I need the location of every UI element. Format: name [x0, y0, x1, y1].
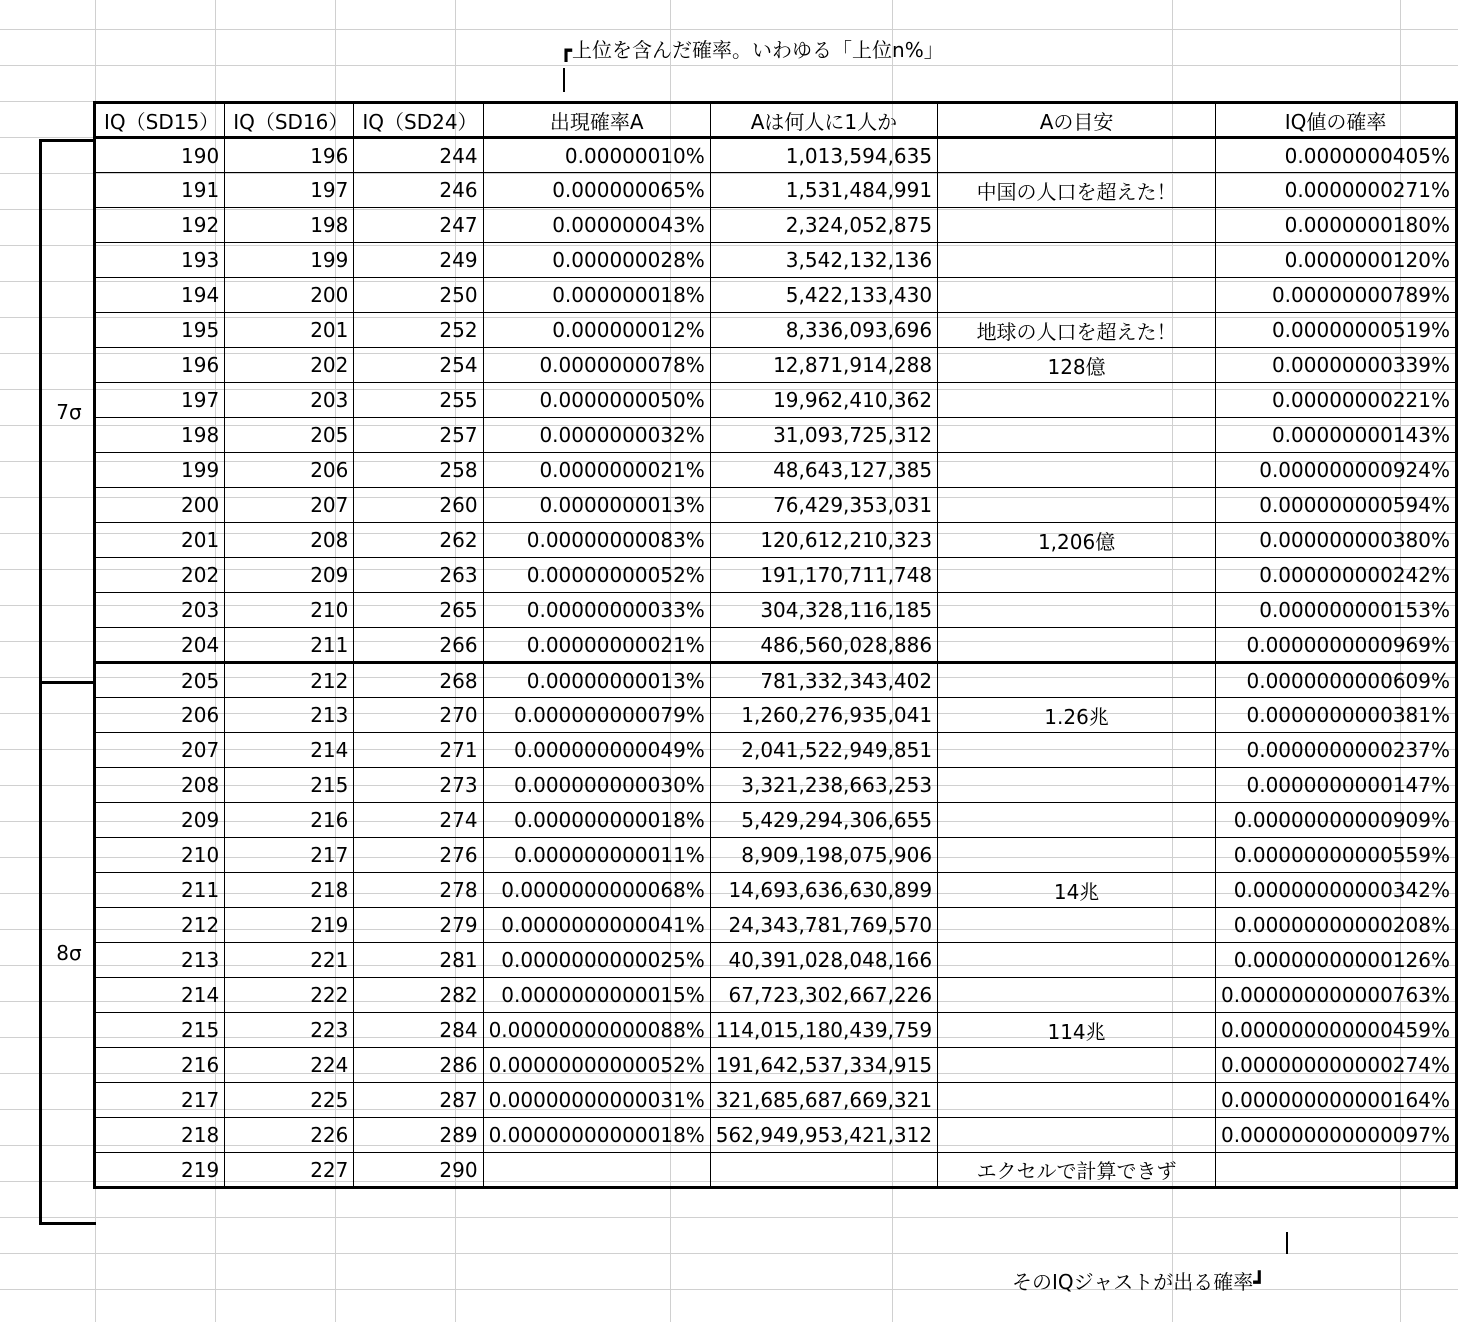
- iq-sd16-cell[interactable]: 209: [225, 558, 354, 593]
- exact-probability-cell[interactable]: 0.00000000519%: [1216, 313, 1457, 348]
- iq-sd24-cell[interactable]: 271: [354, 733, 483, 768]
- guide-cell[interactable]: [938, 978, 1216, 1013]
- probability-a-cell[interactable]: 0.000000000018%: [483, 803, 710, 838]
- one-in-n-cell[interactable]: 5,422,133,430: [710, 278, 937, 313]
- guide-cell[interactable]: 1.26兆: [938, 698, 1216, 733]
- table-row: [95, 1083, 1457, 1118]
- one-in-n-cell[interactable]: 2,324,052,875: [710, 208, 937, 243]
- exact-probability-cell[interactable]: 0.000000000594%: [1216, 488, 1457, 523]
- exact-probability-cell[interactable]: 0.000000000380%: [1216, 523, 1457, 558]
- iq-sd24-cell[interactable]: 287: [354, 1083, 483, 1118]
- exact-probability-cell[interactable]: 0.00000000000559%: [1216, 838, 1457, 873]
- iq-sd15-cell[interactable]: 193: [95, 243, 225, 278]
- exact-probability-cell[interactable]: 0.000000000000164%: [1216, 1083, 1457, 1118]
- iq-sd24-cell[interactable]: 260: [354, 488, 483, 523]
- iq-sd15-cell[interactable]: 205: [95, 663, 225, 698]
- guide-cell[interactable]: [938, 768, 1216, 803]
- exact-probability-cell[interactable]: 0.0000000271%: [1216, 173, 1457, 208]
- probability-a-cell[interactable]: 0.000000000079%: [483, 698, 710, 733]
- table-row: [95, 523, 1457, 558]
- exact-probability-cell[interactable]: 0.00000000789%: [1216, 278, 1457, 313]
- iq-sd24-cell[interactable]: 246: [354, 173, 483, 208]
- iq-sd16-cell[interactable]: 217: [225, 838, 354, 873]
- iq-sd16-cell[interactable]: 197: [225, 173, 354, 208]
- iq-sd16-cell[interactable]: 208: [225, 523, 354, 558]
- iq-sd24-cell[interactable]: 279: [354, 908, 483, 943]
- iq-sd15-cell[interactable]: 207: [95, 733, 225, 768]
- table-row: [95, 278, 1457, 313]
- exact-probability-cell[interactable]: 0.00000000000126%: [1216, 943, 1457, 978]
- iq-sd16-cell[interactable]: 223: [225, 1013, 354, 1048]
- iq-sd24-cell[interactable]: 268: [354, 663, 483, 698]
- iq-sd15-cell[interactable]: 219: [95, 1153, 225, 1188]
- guide-cell[interactable]: [938, 1118, 1216, 1153]
- probability-a-cell[interactable]: 0.0000000000068%: [483, 873, 710, 908]
- iq-sd15-cell[interactable]: 218: [95, 1118, 225, 1153]
- iq-sd15-cell[interactable]: 201: [95, 523, 225, 558]
- iq-sd24-cell[interactable]: 250: [354, 278, 483, 313]
- iq-sd16-cell[interactable]: 216: [225, 803, 354, 838]
- iq-sd16-cell[interactable]: 222: [225, 978, 354, 1013]
- iq-sd15-cell[interactable]: 214: [95, 978, 225, 1013]
- exact-probability-cell[interactable]: 0.000000000242%: [1216, 558, 1457, 593]
- iq-sd24-cell[interactable]: 258: [354, 453, 483, 488]
- iq-sd16-cell[interactable]: 219: [225, 908, 354, 943]
- iq-sd15-cell[interactable]: 206: [95, 698, 225, 733]
- iq-sd15-cell[interactable]: 202: [95, 558, 225, 593]
- header-iq-sd16[interactable]: IQ（SD16）: [225, 103, 354, 138]
- header-one-in-n[interactable]: Aは何人に1人か: [710, 103, 937, 138]
- exact-probability-cell[interactable]: 0.0000000405%: [1216, 138, 1457, 173]
- table-row: [95, 628, 1457, 663]
- iq-sd24-cell[interactable]: 254: [354, 348, 483, 383]
- iq-sd15-cell[interactable]: 210: [95, 838, 225, 873]
- iq-sd15-cell[interactable]: 198: [95, 418, 225, 453]
- one-in-n-cell[interactable]: [710, 1153, 937, 1188]
- table-row: [95, 593, 1457, 628]
- header-iq-sd24[interactable]: IQ（SD24）: [354, 103, 483, 138]
- table-row: [95, 803, 1457, 838]
- one-in-n-cell[interactable]: 321,685,687,669,321: [710, 1083, 937, 1118]
- one-in-n-cell[interactable]: 19,962,410,362: [710, 383, 937, 418]
- probability-a-cell[interactable]: 0.000000000049%: [483, 733, 710, 768]
- probability-a-cell[interactable]: 0.00000000052%: [483, 558, 710, 593]
- guide-cell[interactable]: [938, 208, 1216, 243]
- one-in-n-cell[interactable]: 40,391,028,048,166: [710, 943, 937, 978]
- guide-cell[interactable]: [938, 593, 1216, 628]
- table-row: [95, 383, 1457, 418]
- one-in-n-cell[interactable]: 562,949,953,421,312: [710, 1118, 937, 1153]
- exact-probability-cell[interactable]: 0.00000000339%: [1216, 348, 1457, 383]
- guide-cell[interactable]: 1,206億: [938, 523, 1216, 558]
- iq-sd15-cell[interactable]: 217: [95, 1083, 225, 1118]
- probability-a-cell[interactable]: 0.0000000032%: [483, 418, 710, 453]
- iq-sd24-cell[interactable]: 262: [354, 523, 483, 558]
- iq-sd16-cell[interactable]: 213: [225, 698, 354, 733]
- iq-sd24-cell[interactable]: 255: [354, 383, 483, 418]
- group-label-7-sigma[interactable]: 7σ: [39, 139, 96, 684]
- probability-a-cell[interactable]: 0.00000010%: [483, 138, 710, 173]
- table-row: [95, 138, 1457, 173]
- exact-probability-cell[interactable]: 0.0000000000237%: [1216, 733, 1457, 768]
- iq-sd15-cell[interactable]: 199: [95, 453, 225, 488]
- guide-cell[interactable]: 14兆: [938, 873, 1216, 908]
- iq-sd16-cell[interactable]: 203: [225, 383, 354, 418]
- iq-sd15-cell[interactable]: 196: [95, 348, 225, 383]
- one-in-n-cell[interactable]: 191,642,537,334,915: [710, 1048, 937, 1083]
- probability-a-cell[interactable]: 0.00000000013%: [483, 663, 710, 698]
- iq-sd24-cell[interactable]: 284: [354, 1013, 483, 1048]
- exact-probability-cell[interactable]: 0.0000000120%: [1216, 243, 1457, 278]
- probability-a-cell[interactable]: 0.00000000083%: [483, 523, 710, 558]
- table-row: [95, 348, 1457, 383]
- iq-sd16-cell[interactable]: 225: [225, 1083, 354, 1118]
- probability-a-cell[interactable]: [483, 1153, 710, 1188]
- iq-sd15-cell[interactable]: 208: [95, 768, 225, 803]
- probability-a-cell[interactable]: 0.000000012%: [483, 313, 710, 348]
- iq-sd15-cell[interactable]: 195: [95, 313, 225, 348]
- table-row: [95, 768, 1457, 803]
- iq-sd15-cell[interactable]: 191: [95, 173, 225, 208]
- exact-probability-cell[interactable]: 0.000000000000274%: [1216, 1048, 1457, 1083]
- table-row: [95, 488, 1457, 523]
- iq-sd24-cell[interactable]: 290: [354, 1153, 483, 1188]
- exact-probability-cell[interactable]: 0.00000000000909%: [1216, 803, 1457, 838]
- exact-probability-cell[interactable]: 0.00000000143%: [1216, 418, 1457, 453]
- one-in-n-cell[interactable]: 1,531,484,991: [710, 173, 937, 208]
- iq-sd24-cell[interactable]: 282: [354, 978, 483, 1013]
- iq-sd16-cell[interactable]: 210: [225, 593, 354, 628]
- guide-cell[interactable]: [938, 1083, 1216, 1118]
- probability-a-cell[interactable]: 0.00000000000018%: [483, 1118, 710, 1153]
- guide-cell[interactable]: [938, 418, 1216, 453]
- iq-sd16-cell[interactable]: 206: [225, 453, 354, 488]
- exact-probability-cell[interactable]: 0.00000000000208%: [1216, 908, 1457, 943]
- group-label-8-sigma[interactable]: 8σ: [39, 681, 96, 1225]
- iq-sd24-cell[interactable]: 244: [354, 138, 483, 173]
- one-in-n-cell[interactable]: 31,093,725,312: [710, 418, 937, 453]
- probability-a-cell[interactable]: 0.0000000050%: [483, 383, 710, 418]
- iq-sd24-cell[interactable]: 276: [354, 838, 483, 873]
- iq-sd15-cell[interactable]: 211: [95, 873, 225, 908]
- exact-probability-cell[interactable]: 0.0000000000381%: [1216, 698, 1457, 733]
- table-row: [95, 978, 1457, 1013]
- probability-a-cell[interactable]: 0.00000000033%: [483, 593, 710, 628]
- one-in-n-cell[interactable]: 1,013,594,635: [710, 138, 937, 173]
- probability-a-cell[interactable]: 0.00000000021%: [483, 628, 710, 663]
- guide-cell[interactable]: 128億: [938, 348, 1216, 383]
- probability-a-cell[interactable]: 0.0000000000015%: [483, 978, 710, 1013]
- iq-sd16-cell[interactable]: 221: [225, 943, 354, 978]
- header-probability-a[interactable]: 出現確率A: [483, 103, 710, 138]
- guide-cell[interactable]: [938, 278, 1216, 313]
- guide-cell[interactable]: [938, 663, 1216, 698]
- probability-a-cell[interactable]: 0.0000000000025%: [483, 943, 710, 978]
- guide-cell[interactable]: [938, 733, 1216, 768]
- probability-a-cell[interactable]: 0.000000065%: [483, 173, 710, 208]
- table-row: [95, 663, 1457, 698]
- guide-cell[interactable]: [938, 908, 1216, 943]
- table-row: [95, 453, 1457, 488]
- guide-cell[interactable]: [938, 803, 1216, 838]
- exact-probability-cell[interactable]: 0.0000000000609%: [1216, 663, 1457, 698]
- table-row: [95, 243, 1457, 278]
- iq-sd24-cell[interactable]: 265: [354, 593, 483, 628]
- probability-a-cell[interactable]: 0.000000018%: [483, 278, 710, 313]
- one-in-n-cell[interactable]: 12,871,914,288: [710, 348, 937, 383]
- iq-sd16-cell[interactable]: 207: [225, 488, 354, 523]
- bottom-note-pointer: [1286, 1232, 1288, 1254]
- iq-sd16-cell[interactable]: 196: [225, 138, 354, 173]
- one-in-n-cell[interactable]: 486,560,028,886: [710, 628, 937, 663]
- one-in-n-cell[interactable]: 191,170,711,748: [710, 558, 937, 593]
- iq-sd16-cell[interactable]: 199: [225, 243, 354, 278]
- one-in-n-cell[interactable]: 14,693,636,630,899: [710, 873, 937, 908]
- iq-sd16-cell[interactable]: 205: [225, 418, 354, 453]
- table-row: [95, 313, 1457, 348]
- table-row: [95, 838, 1457, 873]
- iq-probability-table: [93, 101, 1458, 1189]
- iq-sd15-cell[interactable]: 192: [95, 208, 225, 243]
- exact-probability-cell[interactable]: 0.000000000000763%: [1216, 978, 1457, 1013]
- probability-a-cell[interactable]: 0.0000000000041%: [483, 908, 710, 943]
- iq-sd15-cell[interactable]: 190: [95, 138, 225, 173]
- guide-cell[interactable]: [938, 243, 1216, 278]
- exact-probability-cell[interactable]: [1216, 1153, 1457, 1188]
- exact-probability-cell[interactable]: 0.000000000924%: [1216, 453, 1457, 488]
- one-in-n-cell[interactable]: 76,429,353,031: [710, 488, 937, 523]
- table-row: [95, 733, 1457, 768]
- iq-sd16-cell[interactable]: 218: [225, 873, 354, 908]
- exact-probability-cell[interactable]: 0.0000000180%: [1216, 208, 1457, 243]
- iq-sd24-cell[interactable]: 266: [354, 628, 483, 663]
- iq-sd24-cell[interactable]: 257: [354, 418, 483, 453]
- one-in-n-cell[interactable]: 8,336,093,696: [710, 313, 937, 348]
- iq-sd16-cell[interactable]: 215: [225, 768, 354, 803]
- table-row: [95, 208, 1457, 243]
- iq-sd15-cell[interactable]: 212: [95, 908, 225, 943]
- guide-cell[interactable]: [938, 558, 1216, 593]
- header-exact-probability[interactable]: IQ値の確率: [1216, 103, 1457, 138]
- exact-probability-cell[interactable]: 0.000000000000097%: [1216, 1118, 1457, 1153]
- one-in-n-cell[interactable]: 5,429,294,306,655: [710, 803, 937, 838]
- iq-sd16-cell[interactable]: 211: [225, 628, 354, 663]
- one-in-n-cell[interactable]: 3,542,132,136: [710, 243, 937, 278]
- exact-probability-cell[interactable]: 0.0000000000147%: [1216, 768, 1457, 803]
- guide-cell[interactable]: [938, 488, 1216, 523]
- probability-a-cell[interactable]: 0.000000000011%: [483, 838, 710, 873]
- header-iq-sd15[interactable]: IQ（SD15）: [95, 103, 225, 138]
- iq-sd15-cell[interactable]: 194: [95, 278, 225, 313]
- one-in-n-cell[interactable]: 67,723,302,667,226: [710, 978, 937, 1013]
- iq-sd24-cell[interactable]: 274: [354, 803, 483, 838]
- bottom-note: そのIQジャストが出る確率┛: [1012, 1270, 1266, 1294]
- iq-sd15-cell[interactable]: 215: [95, 1013, 225, 1048]
- table-row: [95, 698, 1457, 733]
- exact-probability-cell[interactable]: 0.000000000000459%: [1216, 1013, 1457, 1048]
- iq-sd24-cell[interactable]: 247: [354, 208, 483, 243]
- iq-sd15-cell[interactable]: 204: [95, 628, 225, 663]
- iq-sd24-cell[interactable]: 286: [354, 1048, 483, 1083]
- probability-a-cell[interactable]: 0.000000028%: [483, 243, 710, 278]
- guide-cell[interactable]: [938, 383, 1216, 418]
- iq-sd16-cell[interactable]: 200: [225, 278, 354, 313]
- iq-sd15-cell[interactable]: 197: [95, 383, 225, 418]
- exact-probability-cell[interactable]: 0.0000000000969%: [1216, 628, 1457, 663]
- table-row: [95, 1013, 1457, 1048]
- header-row: [95, 103, 1457, 138]
- probability-a-cell[interactable]: 0.0000000021%: [483, 453, 710, 488]
- iq-sd24-cell[interactable]: 273: [354, 768, 483, 803]
- guide-cell[interactable]: エクセルで計算できず: [938, 1153, 1216, 1188]
- guide-cell[interactable]: [938, 138, 1216, 173]
- iq-sd16-cell[interactable]: 212: [225, 663, 354, 698]
- iq-sd16-cell[interactable]: 226: [225, 1118, 354, 1153]
- table-row: [95, 558, 1457, 593]
- probability-a-cell[interactable]: 0.00000000000052%: [483, 1048, 710, 1083]
- iq-sd16-cell[interactable]: 224: [225, 1048, 354, 1083]
- iq-sd24-cell[interactable]: 249: [354, 243, 483, 278]
- iq-sd24-cell[interactable]: 281: [354, 943, 483, 978]
- one-in-n-cell[interactable]: 120,612,210,323: [710, 523, 937, 558]
- table-row: [95, 943, 1457, 978]
- iq-sd15-cell[interactable]: 200: [95, 488, 225, 523]
- iq-sd15-cell[interactable]: 213: [95, 943, 225, 978]
- guide-cell[interactable]: [938, 628, 1216, 663]
- one-in-n-cell[interactable]: 48,643,127,385: [710, 453, 937, 488]
- table-row: [95, 1118, 1457, 1153]
- iq-sd16-cell[interactable]: 214: [225, 733, 354, 768]
- probability-a-cell[interactable]: 0.0000000013%: [483, 488, 710, 523]
- probability-a-cell[interactable]: 0.0000000078%: [483, 348, 710, 383]
- one-in-n-cell[interactable]: 3,321,238,663,253: [710, 768, 937, 803]
- table-row: [95, 873, 1457, 908]
- guide-cell[interactable]: [938, 838, 1216, 873]
- one-in-n-cell[interactable]: 304,328,116,185: [710, 593, 937, 628]
- one-in-n-cell[interactable]: 781,332,343,402: [710, 663, 937, 698]
- table-row: [95, 418, 1457, 453]
- table-row: [95, 1048, 1457, 1083]
- one-in-n-cell[interactable]: 24,343,781,769,570: [710, 908, 937, 943]
- guide-cell[interactable]: [938, 453, 1216, 488]
- iq-sd24-cell[interactable]: 270: [354, 698, 483, 733]
- exact-probability-cell[interactable]: 0.00000000221%: [1216, 383, 1457, 418]
- guide-cell[interactable]: 中国の人口を超えた！: [938, 173, 1216, 208]
- header-guide[interactable]: Aの目安: [938, 103, 1216, 138]
- guide-cell[interactable]: [938, 943, 1216, 978]
- probability-a-cell[interactable]: 0.00000000000031%: [483, 1083, 710, 1118]
- iq-sd15-cell[interactable]: 216: [95, 1048, 225, 1083]
- iq-sd16-cell[interactable]: 198: [225, 208, 354, 243]
- iq-sd24-cell[interactable]: 278: [354, 873, 483, 908]
- iq-sd24-cell[interactable]: 289: [354, 1118, 483, 1153]
- probability-a-cell[interactable]: 0.000000000030%: [483, 768, 710, 803]
- table-row: [95, 173, 1457, 208]
- guide-cell[interactable]: 地球の人口を超えた！: [938, 313, 1216, 348]
- iq-sd16-cell[interactable]: 201: [225, 313, 354, 348]
- top-note-pointer: [563, 68, 565, 92]
- iq-sd15-cell[interactable]: 209: [95, 803, 225, 838]
- exact-probability-cell[interactable]: 0.00000000000342%: [1216, 873, 1457, 908]
- top-note: ┏上位を含んだ確率。いわゆる「上位n%」: [560, 38, 944, 62]
- exact-probability-cell[interactable]: 0.000000000153%: [1216, 593, 1457, 628]
- table-row: [95, 908, 1457, 943]
- iq-sd16-cell[interactable]: 202: [225, 348, 354, 383]
- iq-sd15-cell[interactable]: 203: [95, 593, 225, 628]
- one-in-n-cell[interactable]: 2,041,522,949,851: [710, 733, 937, 768]
- guide-cell[interactable]: 114兆: [938, 1013, 1216, 1048]
- probability-a-cell[interactable]: 0.00000000000088%: [483, 1013, 710, 1048]
- table-row: [95, 1153, 1457, 1188]
- iq-sd24-cell[interactable]: 252: [354, 313, 483, 348]
- one-in-n-cell[interactable]: 1,260,276,935,041: [710, 698, 937, 733]
- iq-sd24-cell[interactable]: 263: [354, 558, 483, 593]
- one-in-n-cell[interactable]: 8,909,198,075,906: [710, 838, 937, 873]
- guide-cell[interactable]: [938, 1048, 1216, 1083]
- one-in-n-cell[interactable]: 114,015,180,439,759: [710, 1013, 937, 1048]
- iq-sd16-cell[interactable]: 227: [225, 1153, 354, 1188]
- probability-a-cell[interactable]: 0.000000043%: [483, 208, 710, 243]
